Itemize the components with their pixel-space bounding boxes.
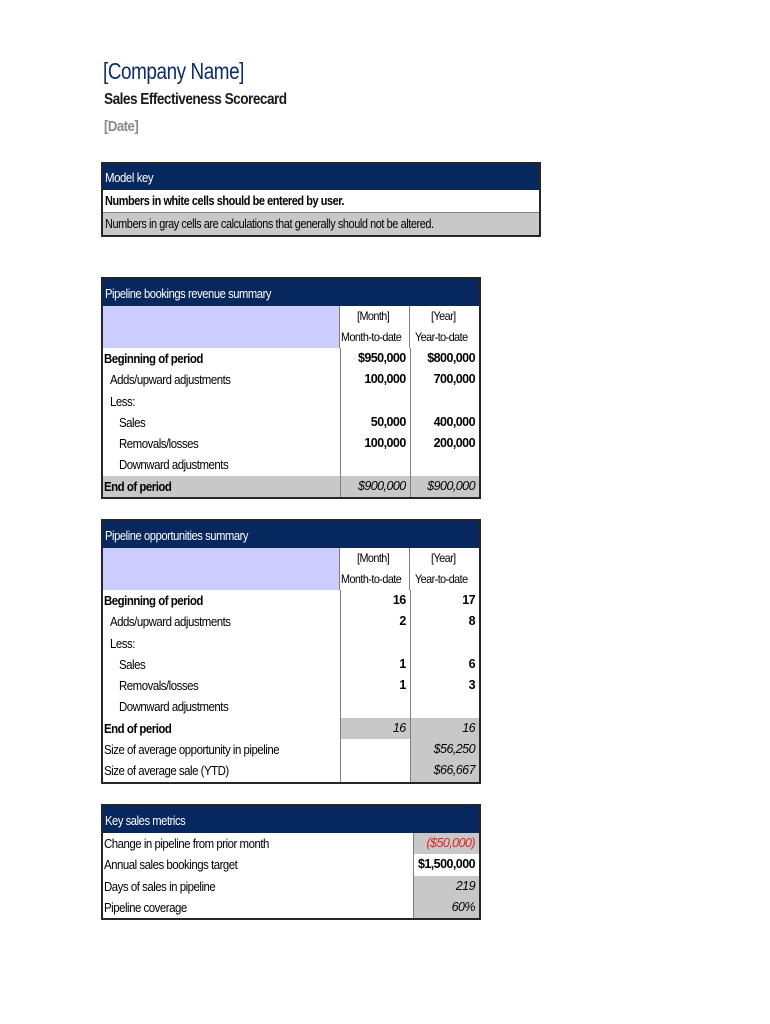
bookings-year-column-header: [409, 306, 479, 348]
scorecard-subtitle-text: Sales Effectiveness Scorecard: [104, 91, 287, 108]
year-value-cell: 16: [410, 718, 479, 739]
row-label: [103, 833, 413, 854]
bookings-summary-header: [103, 279, 479, 306]
row-label: [103, 854, 413, 875]
bookings-month-column-header: [339, 306, 409, 348]
month-value-cell[interactable]: 2: [340, 611, 409, 632]
row-label: [103, 369, 340, 390]
year-value-cell[interactable]: $800,000: [410, 348, 479, 369]
month-value-cell: [340, 633, 409, 654]
year-value-cell: $66,667: [410, 760, 479, 781]
row-label: [103, 718, 340, 739]
company-name-text: [Company Name]: [103, 58, 245, 84]
model-key-gray-text: Numbers in gray cells are calculations that generally should not be altered.: [105, 216, 434, 231]
month-value-cell: $900,000: [340, 476, 409, 497]
row-label-text: Annual sales bookings target: [104, 857, 238, 873]
year-value-cell[interactable]: 400,000: [410, 412, 479, 433]
row-label: [103, 454, 340, 475]
row-label: [103, 476, 340, 497]
row-label: [103, 348, 340, 369]
table-row: [103, 611, 479, 632]
metric-value-cell[interactable]: $1,500,000: [413, 854, 479, 875]
table-row: [103, 739, 479, 760]
company-name: [103, 58, 275, 85]
year-value-cell[interactable]: 17: [410, 590, 479, 611]
table-row: [103, 633, 479, 654]
row-label-text: Adds/upward adjustments: [110, 614, 231, 630]
table-row: [103, 833, 479, 854]
opportunities-year-label: [Year]: [430, 551, 456, 565]
row-label: [103, 611, 340, 632]
row-label-text: Removals/losses: [119, 436, 199, 452]
opportunities-column-header-spacer: [103, 548, 339, 590]
month-value-cell[interactable]: [340, 454, 409, 475]
key-metrics-table: [101, 804, 481, 920]
row-label-text: Beginning of period: [104, 593, 203, 608]
row-label-text: Size of average sale (YTD): [104, 763, 229, 779]
bookings-month-label: [Month]: [356, 309, 389, 323]
opportunities-month-column-header: [339, 548, 409, 590]
opportunities-summary-header: [103, 521, 479, 548]
scorecard-subtitle: [104, 91, 311, 109]
month-value-cell: [340, 739, 409, 760]
year-value-cell: [410, 391, 479, 412]
row-label-text: Downward adjustments: [119, 699, 229, 715]
report-date: [104, 118, 143, 135]
row-label: [103, 391, 340, 412]
table-row: [103, 369, 479, 390]
row-label-text: Beginning of period: [104, 351, 203, 366]
month-value-cell[interactable]: $950,000: [340, 348, 409, 369]
table-row: [103, 760, 479, 781]
table-row: [103, 897, 479, 918]
bookings-column-headers: [103, 306, 479, 348]
table-row-total: [103, 476, 479, 497]
table-row: [103, 876, 479, 897]
model-key-white-text: Numbers in white cells should be entered by user.: [105, 193, 345, 208]
row-label-text: Size of average opportunity in pipeline: [104, 742, 280, 758]
month-value-cell[interactable]: 16: [340, 590, 409, 611]
table-row: [103, 854, 479, 875]
month-value-cell: [340, 760, 409, 781]
key-metrics-title: Key sales metrics: [105, 813, 186, 828]
row-label-text: Less:: [110, 635, 135, 651]
bookings-ytd-label: Year-to-date: [415, 330, 468, 344]
metric-value-cell: 219: [413, 876, 479, 897]
table-row: [103, 718, 479, 739]
row-label: [103, 675, 340, 696]
month-value-cell[interactable]: 100,000: [340, 369, 409, 390]
table-row: [103, 675, 479, 696]
bookings-summary-table: [101, 277, 481, 499]
row-label-text: Less:: [110, 393, 135, 409]
year-value-cell[interactable]: 700,000: [410, 369, 479, 390]
model-key-title: Model key: [105, 170, 154, 185]
month-value-cell[interactable]: 100,000: [340, 433, 409, 454]
table-row: [103, 391, 479, 412]
opportunities-ytd-label: Year-to-date: [415, 572, 468, 586]
table-row: [103, 348, 479, 369]
row-label-text: Removals/losses: [119, 678, 199, 694]
year-value-cell[interactable]: 6: [410, 654, 479, 675]
year-value-cell: [410, 633, 479, 654]
model-key-gray-note: [103, 213, 539, 235]
table-row: [103, 696, 479, 717]
key-metrics-header: [103, 806, 479, 833]
month-value-cell: [340, 391, 409, 412]
year-value-cell: $900,000: [410, 476, 479, 497]
row-label: [103, 633, 340, 654]
table-row: [103, 454, 479, 475]
report-date-text: [Date]: [104, 118, 139, 135]
opportunities-summary-table: [101, 519, 481, 784]
opportunities-summary-title: Pipeline opportunities summary: [105, 528, 249, 543]
opportunities-month-label: [Month]: [356, 551, 389, 565]
row-label: [103, 897, 413, 918]
metric-value-cell: 60%: [413, 897, 479, 918]
bookings-column-header-spacer: [103, 306, 339, 348]
table-row: [103, 433, 479, 454]
row-label-text: Sales: [119, 414, 146, 430]
month-value-cell[interactable]: 50,000: [340, 412, 409, 433]
row-label: [103, 654, 340, 675]
bookings-mtd-label: Month-to-date: [341, 330, 402, 344]
row-label-text: Days of sales in pipeline: [104, 878, 216, 894]
row-label-text: Downward adjustments: [119, 457, 229, 473]
month-value-cell[interactable]: 1: [340, 654, 409, 675]
metric-value-cell: ($50,000): [413, 833, 479, 854]
month-value-cell: 16: [340, 718, 409, 739]
bookings-year-label: [Year]: [430, 309, 456, 323]
row-label-text: End of period: [104, 478, 172, 494]
table-row: [103, 654, 479, 675]
row-label: [103, 739, 340, 760]
year-value-cell[interactable]: [410, 696, 479, 717]
year-value-cell[interactable]: 8: [410, 611, 479, 632]
row-label: [103, 590, 340, 611]
model-key-white-note[interactable]: [103, 190, 539, 213]
bookings-summary-title: Pipeline bookings revenue summary: [105, 286, 272, 301]
row-label: [103, 433, 340, 454]
row-label: [103, 696, 340, 717]
row-label: [103, 876, 413, 897]
month-value-cell[interactable]: 1: [340, 675, 409, 696]
month-value-cell[interactable]: [340, 696, 409, 717]
year-value-cell[interactable]: [410, 454, 479, 475]
row-label-text: Pipeline coverage: [104, 899, 187, 915]
row-label-text: End of period: [104, 720, 172, 736]
opportunities-column-headers: [103, 548, 479, 590]
row-label-text: Adds/upward adjustments: [110, 372, 231, 388]
model-key-box: [101, 162, 541, 237]
row-label: [103, 412, 340, 433]
opportunities-year-column-header: [409, 548, 479, 590]
table-row: [103, 412, 479, 433]
model-key-header: [103, 164, 539, 190]
year-value-cell: $56,250: [410, 739, 479, 760]
row-label: [103, 760, 340, 781]
row-label-text: Change in pipeline from prior month: [104, 836, 269, 851]
year-value-cell[interactable]: 3: [410, 675, 479, 696]
table-row: [103, 590, 479, 611]
year-value-cell[interactable]: 200,000: [410, 433, 479, 454]
row-label-text: Sales: [119, 656, 146, 672]
opportunities-mtd-label: Month-to-date: [341, 572, 402, 586]
